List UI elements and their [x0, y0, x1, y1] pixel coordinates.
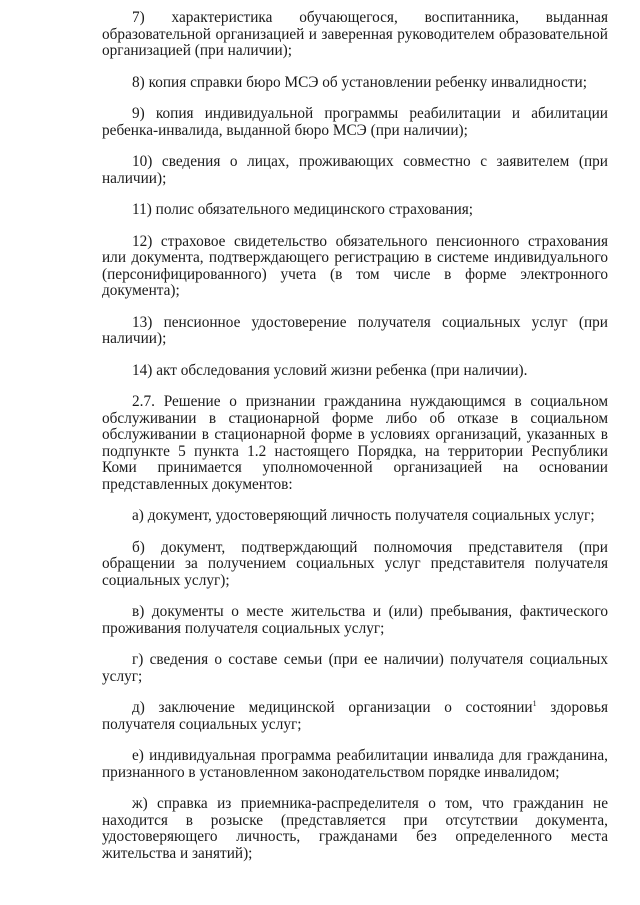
paragraph-item-7: 7) характеристика обучающегося, воспитанника, выданная образовательной организацией и заверенная руководителем образовательной организацией (при наличии); — [102, 9, 608, 59]
paragraph-item-12: 12) страховое свидетельство обязательного пенсионного страхования или документа, подтверждающего регистрацию в системе индивидуального (персонифицированного) учета (в том числе в форме электронного документа); — [102, 232, 608, 299]
paragraph-item-14: 14) акт обследования условий жизни ребенка (при наличии). — [132, 361, 528, 379]
paragraph-item-13: 13) пенсионное удостоверение получателя социальных услуг (при наличии); — [102, 313, 608, 347]
footnote-mark: 1 — [532, 698, 537, 708]
paragraph-item-d-text-start: д) заключение медицинской организации о состоянии — [132, 699, 533, 716]
paragraph-gap — [102, 637, 608, 652]
paragraph-gap — [102, 733, 608, 748]
paragraph-item-g: г) сведения о составе семьи (при ее наличии) получателя социальных услуг; — [102, 651, 608, 685]
paragraph-gap — [102, 525, 608, 540]
paragraph-item-zh: ж) справка из приемника-распределителя о том, что гражданин не находится в розыске (представляется при отсутствии документа, удостоверяющего личность, гражданами без определенного места жительства и занятий); — [102, 795, 608, 862]
paragraph-gap — [102, 60, 608, 75]
paragraph-gap — [102, 300, 608, 315]
paragraph-gap — [102, 187, 608, 202]
paragraph-item-a: а) документ, удостоверяющий личность получателя социальных услуг; — [132, 507, 595, 524]
paragraph-item-10: 10) сведения о лицах, проживающих совместно с заявителем (при наличии); — [102, 153, 608, 187]
paragraph-gap — [102, 139, 608, 154]
paragraph-gap — [102, 348, 608, 363]
paragraph-item-9: 9) копия индивидуальной программы реабилитации и абилитации ребенка-инвалида, выданной бюро МСЭ (при наличии); — [102, 105, 608, 139]
paragraph-item-v: в) документы о месте жительства и (или) пребывания, фактического проживания получателя социальных услуг; — [102, 603, 608, 637]
paragraph-item-e: е) индивидуальная программа реабилитации инвалида для гражданина, признанного в установленном законодательством порядке инвалидом; — [102, 747, 608, 781]
paragraph-item-d — [102, 700, 608, 733]
paragraph-gap — [102, 219, 608, 234]
paragraph-gap — [102, 91, 608, 106]
paragraph-gap — [102, 781, 608, 796]
paragraph-gap — [102, 379, 608, 394]
paragraph-section-2-7: 2.7. Решение о признании гражданина нуждающимся в социальном обслуживании в стационарной форме либо об отказе в социальном обслуживании в стационарной форме в условиях организаций, указанных в подпункте 5 пункта 1.2 настоящего Порядка, на территории Республики Коми принимается уполномоченной организацией на основании представленных документов: — [102, 393, 608, 493]
paragraph-item-d-text-end: здоровья получателя социальных услуг; — [102, 699, 608, 733]
paragraph-item-11: 11) полис обязательного медицинского страхования; — [132, 201, 474, 218]
paragraph-gap — [102, 589, 608, 604]
paragraph-gap — [102, 493, 608, 508]
paragraph-gap — [102, 685, 608, 700]
paragraph-item-b: б) документ, подтверждающий полномочия представителя (при обращении за получением социальных услуг представителя получателя социальных услуг); — [102, 538, 608, 589]
paragraph-item-8: 8) копия справки бюро МСЭ об установлении ребенку инвалидности; — [132, 73, 587, 91]
